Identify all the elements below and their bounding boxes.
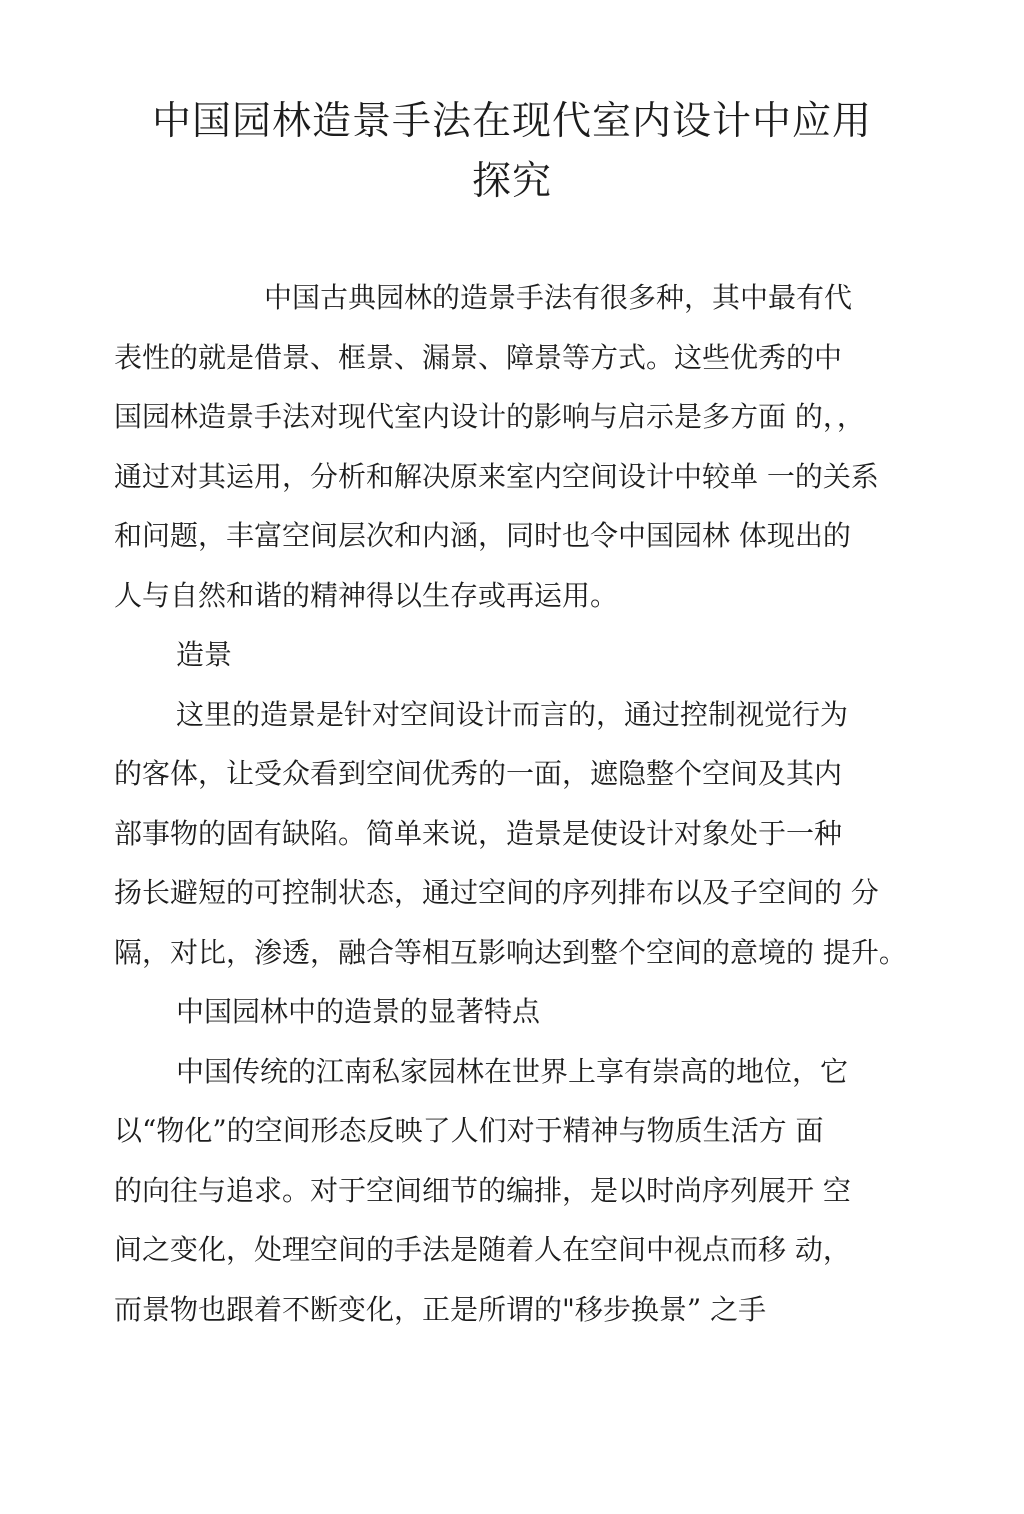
paragraph-line: 的向往与追求。对于空间细节的编排，是以时尚序列展开 空 (114, 1173, 851, 1207)
paragraph-line: 的客体，让受众看到空间优秀的一面，遮隐整个空间及其内 (114, 757, 843, 790)
paragraph-line: 国园林造景手法对现代室内设计的影响与启示是多方面 的，， (114, 400, 865, 433)
paragraph-line: 中国传统的江南私家园林在世界上享有崇高的地位，它 (176, 1054, 849, 1088)
title-line-2: 探究 (471, 159, 552, 204)
paragraph-line: 这里的造景是针对空间设计而言的，通过控制视觉行为 (176, 697, 849, 731)
section-heading-features: 中国园林中的造景的显著特点 (176, 995, 541, 1028)
paragraph-line: 部事物的固有缺陷。简单来说，造景是使设计对象处于一种 (114, 816, 843, 850)
document-body (114, 268, 924, 1339)
paragraph-line: 扬长避短的可控制状态，通过空间的序列排布以及子空间的 分 (114, 876, 879, 909)
paragraph-line: 中国古典园林的造景手法有很多种，其中最有代 (264, 281, 853, 314)
paragraph-line: 通过对其运用，分析和解决原来室内空间设计中较单 一的关系 (114, 459, 879, 493)
paragraph-line: 间之变化，处理空间的手法是随着人在空间中视点而移 动， (114, 1233, 851, 1266)
section-heading-zaojing: 造景 (176, 638, 233, 671)
paragraph-zaojing (114, 685, 924, 983)
paragraph-line: 人与自然和谐的精神得以生存或再运用。 (114, 578, 619, 612)
paragraph-line: 隔，对比，渗透，融合等相互影响达到整个空间的意境的 提升。 (114, 935, 907, 969)
paragraph-line: 和问题，丰富空间层次和内涵，同时也令中国园林 体现出的 (114, 519, 851, 552)
paragraph-features (114, 1042, 924, 1340)
title-line-1: 中国园林造景手法在现代室内设计中应用 (151, 99, 872, 144)
paragraph-intro (114, 268, 924, 625)
paragraph-line: 而景物也跟着不断变化，正是所谓的"移步换景” 之手 (114, 1292, 767, 1326)
paragraph-line: 表性的就是借景、框景、漏景、障景等方式。这些优秀的中 (114, 340, 843, 374)
document-title (0, 92, 1024, 212)
paragraph-line: 以“物化”的空间形态反映了人们对于精神与物质生活方 面 (114, 1114, 824, 1147)
